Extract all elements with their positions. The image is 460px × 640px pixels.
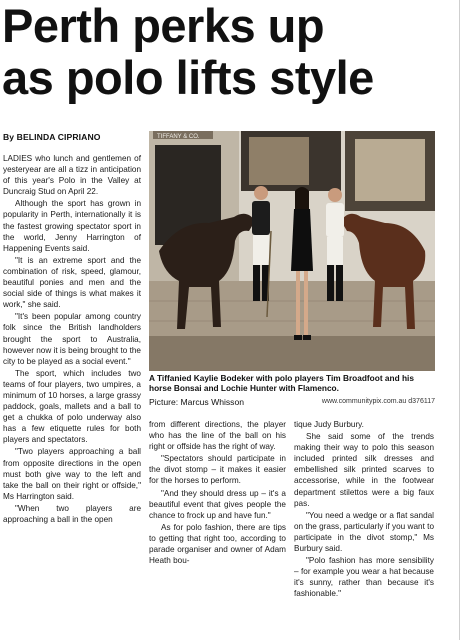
store-sign: TIFFANY & CO. xyxy=(157,134,200,140)
paragraph: She said some of the trends making their way to polo this season included printed silk dresses and embellished silk printed scarves to accessorise, while in the footwear department stilettos were a big faux pas. xyxy=(294,432,434,508)
paragraph: "Two players approaching a ball from opposite directions in the open must both give way to the left and take the ball on their right or offside," Ms Harrington said. xyxy=(3,447,141,501)
paragraph: LADIES who lunch and gentlemen of yesteryear are all a tizz in anticipation of this year's Polo in the Valley at Duncraig Stud on April 22. xyxy=(3,154,141,197)
paragraph: "Spectators should participate in the divot stomp – it makes it easier for the horses to perform. xyxy=(149,454,286,486)
paragraph: The sport, which includes two teams of four players, two umpires, a minimum of 10 horses, a large grassy paddock, goals, mallets and a ball to get a chukka of polo underway also has a few etiquette rules for both players and spectators. xyxy=(3,368,141,445)
picture-credit: Picture: Marcus Whisson xyxy=(149,397,245,407)
paragraph: "Polo fashion has more sensibility – for example you wear a hat because it's sunny, rather than because it's fashionable." xyxy=(294,556,434,599)
paragraph: "It is an extreme sport and the combination of risk, speed, glamour, beautiful ponies and men and the social side of things is what makes it work," she said. xyxy=(3,255,141,310)
headline-line-1: Perth perks up xyxy=(2,0,325,52)
paragraph: from different directions, the player who has the line of the ball on his right or offside has the right of way. xyxy=(149,420,286,452)
article-column-3 xyxy=(294,419,434,600)
headline xyxy=(2,0,454,104)
headline-line-2: as polo lifts style xyxy=(2,51,374,104)
caption-text: A Tiffanied Kaylie Bodeker with polo players Tim Broadfoot and his horse Bonsai and Lochie Hunter with Flamenco. xyxy=(149,373,414,394)
paragraph: "When two players are approaching a ball in the open xyxy=(3,503,141,524)
photo-credit-line xyxy=(149,397,435,407)
article-photo xyxy=(149,131,435,371)
photo-reference: www.communitypix.com.au d376117 xyxy=(321,398,435,405)
paragraph: "And they should dress up – it's a beautiful event that gives people the chance to frock up and have fun." xyxy=(149,488,286,520)
paragraph: tique Judy Burbury. xyxy=(294,420,364,429)
article-column-2 xyxy=(149,419,286,566)
paragraph: "You need a wedge or a flat sandal on the grass, particularly if you want to participate in the divot stomp," Ms Burbury said. xyxy=(294,510,434,554)
polo-photo-illustration xyxy=(149,131,435,371)
photo-caption xyxy=(149,373,435,393)
byline: By BELINDA CIPRIANO xyxy=(3,132,101,142)
paragraph: As for polo fashion, there are tips to getting that right too, according to parade organiser and owner of Adam Heath bou- xyxy=(149,522,286,566)
article-column-1 xyxy=(3,153,141,525)
paragraph: "It's been popular among country folk since the British landholders brought the sport to Australia, however now it is being brought to the city to be played as a social event." xyxy=(3,312,141,366)
paragraph: Although the sport has grown in popularity in Perth, internationally it is the fastest growing spectator sport in the world, Jenny Harrington of Happening Events said. xyxy=(3,199,141,253)
